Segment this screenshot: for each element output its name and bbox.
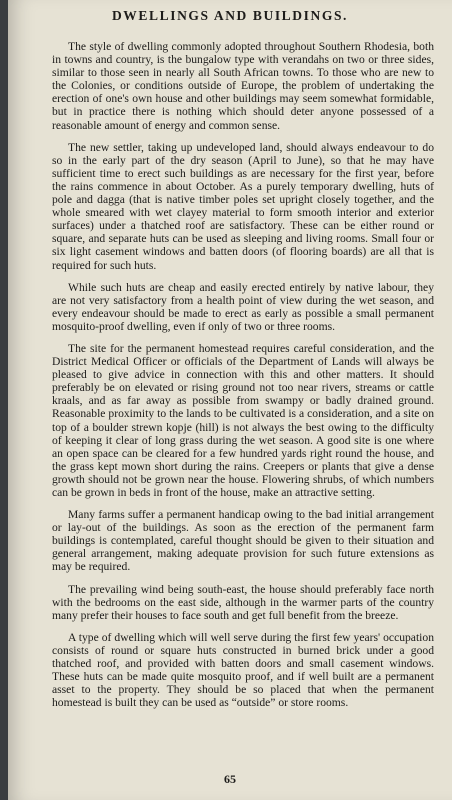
paragraph-6: The prevailing wind being south-east, the house should preferably face north with the bedrooms on the east side, although in the warmer parts of the country many prefer their houses to face south and get full benefit from the breeze. (52, 582, 434, 622)
body-text (52, 40, 434, 718)
paragraph-2: The new settler, taking up undeveloped land, should always endeavour to do so in the early part of the dry season (April to June), so that he may have sufficient time to erect such buildings as are necessary for the first year, before the rains commence in about October. As a purely temporary dwelling, huts of pole and dagga (that is native timber poles set upright closely together, and the whole smeared with wet clayey material to form smooth interior and exterior surfaces) under a thatched roof are satisfactory. These can be either round or square, and separate huts can be used as sleeping and living rooms. Small four or six light casement windows and batten doors (of flooring boards) are all that is required for such huts. (52, 140, 434, 272)
paragraph-5: Many farms suffer a permanent handicap owing to the bad initial arrangement or lay-out of the buildings. As soon as the erection of the permanent farm buildings is contemplated, careful thought should be given to their situation and general arrangement, making adequate provision for such future extensions as may be required. (52, 508, 434, 574)
paragraph-7: A type of dwelling which will well serve during the first few years' occupation consists of round or square huts constructed in burned brick under a good thatched roof, and provided with batten doors and small casement windows. These huts can be made quite mosquito proof, and if well built are a permanent asset to the property. They should be so placed that when the permanent homestead is built they can be used as “outside” or store rooms. (52, 630, 434, 710)
paragraph-3: While such huts are cheap and easily erected entirely by native labour, they are not very satisfactory from a health point of view during the wet season, and every endeavour should be made to erect as early as possible a small permanent mosquito-proof dwelling, even if only of two or three rooms. (52, 280, 434, 333)
running-header: DWELLINGS AND BUILDINGS. (111, 8, 349, 23)
book-page (8, 0, 452, 800)
paragraph-1: The style of dwelling commonly adopted throughout Southern Rhodesia, both in towns and country, is the bungalow type with verandahs on two or three sides, similar to those seen in nearly all South African towns. To those who are new to the Colonies, or conditions outside of Europe, the problem of undertaking the erection of one's own house and other buildings may seem somewhat formidable, but in practice there is nothing which should deter anyone possessed of a reasonable amount of energy and common sense. (52, 40, 434, 132)
paragraph-4: The site for the permanent homestead requires careful consideration, and the District Medical Officer or officials of the Department of Lands will always be pleased to give advice in connection with this and other matters. It should preferably be on elevated or rising ground not too near rivers, streams or cattle kraals, and as far away as possible from swampy or badly drained ground. Reasonable proximity to the lands to be cultivated is a consideration, and a site on top of a boulder strewn kopje (hill) is not always the best owing to the difficulty of keeping it clear of long grass during the wet season. A good site is one where an open space can be cleared for a few hundred yards right round the house, and the grass kept mown short during the rains. Creepers or plants that give a dense growth should not be grown near the house. Flowering shrubs, of which numbers can be grown in beds in front of the house, make an attractive setting. (52, 341, 434, 499)
page-number: 65 (224, 772, 236, 786)
